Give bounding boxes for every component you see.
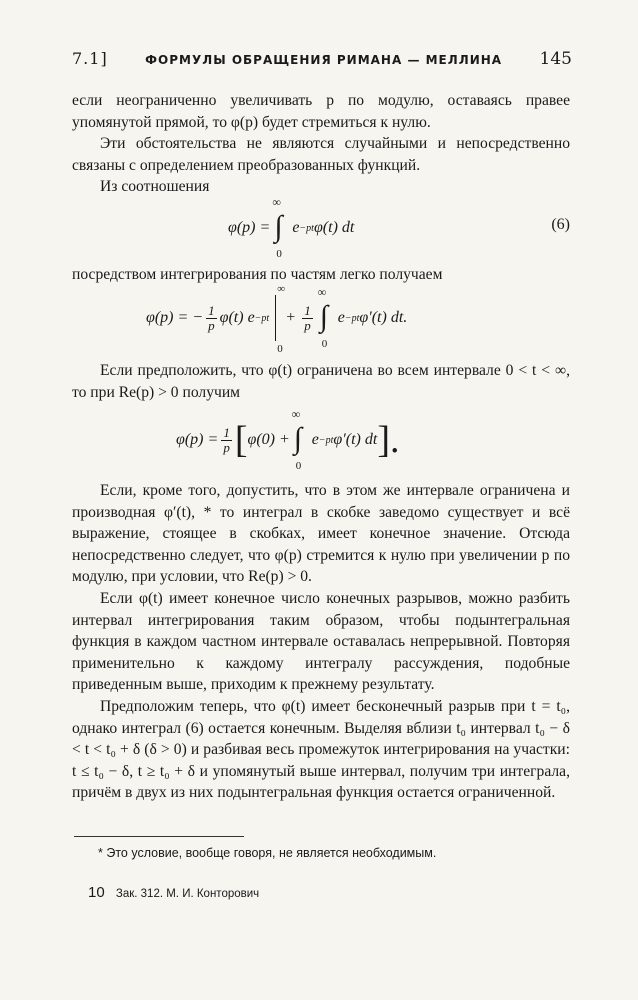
running-title: ФОРМУЛЫ ОБРАЩЕНИЯ РИМАНА — МЕЛЛИНА — [145, 53, 503, 67]
paragraph-7: Если φ(t) имеет конечное число конечных разрывов, можно разбить интервал интегрирования таким образом, чтобы подынтегральная функция в каждом частном интервале оставалась непрерывной. Повторяя применительно к каждому интегралу рассуждения, подобные приведенным выше, приходим к прежнему результату. — [72, 589, 570, 694]
bound-text — [72, 360, 570, 403]
evaluation-bar: ∞ 0 — [277, 283, 286, 355]
paragraph-6: Если, кроме того, допустить, что в этом же интервале ограничена и производная φ′(t), * то интеграл в скобке заведомо существует и всё выражение, стоящее в скобках, имеет конечное значение. Отсюда непосредственно следует, что φ(p) стремится к нулю при увеличении p по модулю, при условии, что Re(p) > 0. — [72, 482, 570, 586]
formula-6: φ(p) = ∞ ∫ 0 e −pt φ(t) dt (6) — [228, 195, 570, 260]
paragraph-3: Из соотношения — [100, 178, 210, 196]
main-text — [72, 480, 570, 804]
printer-imprint — [88, 884, 259, 901]
fraction: $\frac{1}{p}$ — [223, 424, 230, 455]
paragraph-1: если неограниченно увеличивать p по модулю, оставаясь правее упомянутой прямой, то φ(p) будет стремиться к нулю. — [72, 92, 570, 131]
intro-text — [72, 90, 570, 198]
paragraph-5: Если предположить, что φ(t) ограничена во всем интервале 0 < t < ∞, то при Re(p) > 0 получим — [72, 362, 570, 401]
integral-sign: ∞ ∫ 0 — [291, 407, 302, 472]
running-header — [72, 49, 572, 73]
formula-by-parts: φ(p) = − $\frac{1}{p}$ φ(t) e −pt ∞ 0 + $\frac{1}{p}$ ∞ ∫ 0 e −pt φ′(t) dt. — [146, 283, 408, 355]
section-number: 7.1] — [72, 49, 108, 68]
imprint-text: Зак. 312. М. И. Конторович — [115, 888, 260, 900]
formula-6-lhs: φ(p) = — [228, 219, 271, 236]
integral-sign: ∞ ∫ 0 — [317, 285, 328, 350]
paragraph-8: Предположим теперь, что φ(t) имеет бесконечный разрыв при t = t₀, однако интеграл (6) остается конечным. Выделяя вблизи t₀ интервал t₀ − δ < t < t₀ + δ (δ > 0) и разбивая весь промежуток интегрирования на участки: t ≤ t₀ − δ, t ≥ t₀ + δ и упомянутый выше интервал, получим три интеграла, причём в двух из них подынтегральная функция остается ограниченной. — [72, 697, 570, 802]
fraction: $\frac{1}{p}$ — [208, 302, 215, 333]
footnote-rule — [74, 836, 244, 837]
paragraph-2: Эти обстоятельства не являются случайными и непосредственно связаны с определением преобразованных функций. — [72, 135, 570, 174]
signature-number: 10 — [88, 884, 105, 901]
mid-text — [72, 264, 570, 286]
equation-number: (6) — [551, 216, 570, 233]
page-number: 145 — [539, 49, 572, 69]
fraction: $\frac{1}{p}$ — [304, 302, 311, 333]
formula-bound: φ(p) = $\frac{1}{p}$ [ φ(0) + ∞ ∫ 0 e −pt φ′(t) dt ]. — [176, 407, 400, 472]
integral-sign: ∞ ∫ 0 — [272, 195, 283, 260]
paragraph-4: посредством интегрирования по частям легко получаем — [72, 266, 443, 283]
footnote: * Это условие, вообще говоря, не является необходимым. — [98, 846, 437, 860]
